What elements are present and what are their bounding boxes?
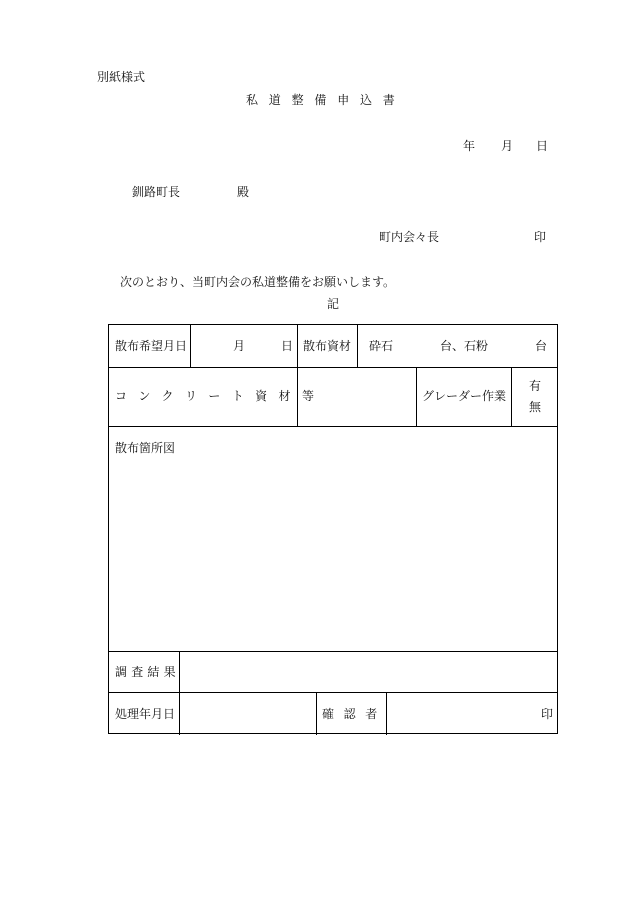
column-divider [297, 325, 298, 367]
desired-month-label: 月 [233, 339, 246, 353]
grader-work-label: グレーダー作業 [422, 389, 507, 403]
confirm-seal-mark: 印 [541, 707, 554, 721]
date-day-label: 日 [536, 139, 549, 153]
grader-no-option: 無 [529, 400, 542, 414]
document-title: 私道整備申込書 [246, 93, 406, 107]
confirmer-label: 確認者 [322, 707, 387, 721]
intro-text: 次のとおり、当町内会の私道整備をお願いします。 [120, 275, 396, 289]
application-form-table [108, 324, 558, 734]
date-year-label: 年 [463, 139, 476, 153]
column-divider [416, 367, 417, 426]
honorific: 殿 [237, 185, 250, 199]
desired-date-label: 散布希望月日 [115, 339, 188, 353]
date-month-label: 月 [501, 139, 514, 153]
row-divider [109, 426, 557, 427]
applicant-label: 町内会々長 [379, 230, 440, 244]
row-divider [109, 651, 557, 652]
column-divider [190, 325, 191, 367]
column-divider [357, 325, 358, 367]
column-divider [316, 692, 317, 735]
concrete-materials-label: コンクリート資材等 [115, 389, 326, 403]
addressee: 釧路町長 [132, 185, 181, 199]
row-divider [109, 692, 557, 693]
gravel-label: 砕石 [369, 339, 394, 353]
material-label: 散布資材 [303, 339, 352, 353]
form-label: 別紙様式 [97, 70, 146, 84]
spread-map-label: 散布箇所図 [115, 441, 176, 455]
ki-mark: 記 [327, 297, 340, 311]
seal-mark: 印 [534, 230, 547, 244]
grader-yes-option: 有 [529, 379, 542, 393]
column-divider [511, 367, 512, 426]
stone-powder-label: 台、石粉 [440, 339, 489, 353]
survey-result-label: 調査結果 [115, 665, 180, 679]
row-divider [109, 367, 557, 368]
units-end-label: 台 [535, 339, 548, 353]
column-divider [179, 692, 180, 735]
processing-date-label: 処理年月日 [115, 707, 176, 721]
desired-day-label: 日 [281, 339, 294, 353]
